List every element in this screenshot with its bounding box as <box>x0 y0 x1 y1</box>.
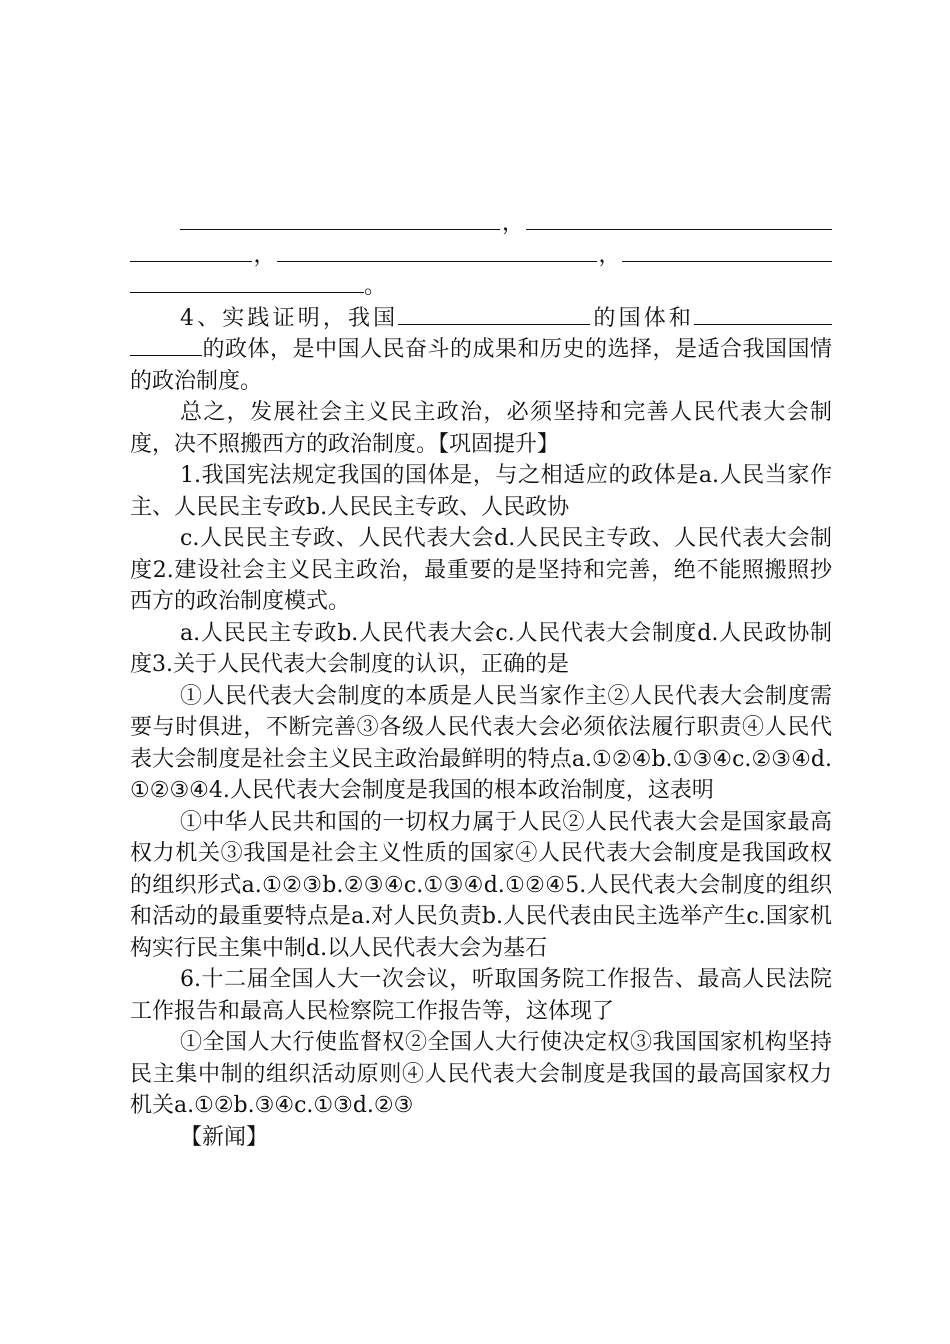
answer-blank[interactable] <box>398 304 590 325</box>
period: 。 <box>364 274 387 299</box>
answer-blank[interactable] <box>130 241 252 262</box>
comma: ， <box>500 211 526 236</box>
document-body <box>130 208 832 1153</box>
comma: ， <box>252 242 277 268</box>
comma: ， <box>597 242 622 268</box>
paragraph: 6.十二届全国人大一次会议，听取国务院工作报告、最高人民法院工作报告和最高人民检察院工作报告等，这体现了 <box>130 967 832 1024</box>
question-4 <box>130 303 832 398</box>
summary-paragraph: 总之，发展社会主义民主政治，必须坚持和完善人民代表大会制度，决不照搬西方的政治制度。【巩固提升】 <box>130 400 832 457</box>
paragraph: ①中华人民共和国的一切权力属于人民②人民代表大会是国家最高权力机关③我国是社会主义性质的国家④人民代表大会制度是我国政权的组织形式a.①②③b.②③④c.①③④d.①②④5.人民代表大会制度的组织和活动的最重要特点是a.对人民负责b.人民代表由民主选举产生c.国家机构实行民主集中制d.以人民代表大会为基石 <box>130 809 832 961</box>
answer-blank[interactable] <box>130 335 202 356</box>
news-heading: 【新闻】 <box>180 1124 269 1150</box>
paragraph: c.人民民主专政、人民代表大会d.人民民主专政、人民代表大会制度2.建设社会主义民主政治，最重要的是坚持和完善，绝不能照搬照抄西方的政治制度模式。 <box>130 526 832 614</box>
paragraph: ①人民代表大会制度的本质是人民当家作主②人民代表大会制度需要与时俱进，不断完善③各级人民代表大会必须依法履行职责④人民代表大会制度是社会主义民主政治最鲜明的特点a.①②④b.①③④c.②③④d.①②③④4.人民代表大会制度是我国的根本政治制度，这表明 <box>130 683 832 803</box>
paragraph: a.人民民主专政b.人民代表大会c.人民代表大会制度d.人民政协制度3.关于人民代表大会制度的认识，正确的是 <box>130 620 832 677</box>
answer-blank[interactable] <box>130 272 364 293</box>
fill-blank-line <box>130 208 832 303</box>
q4-mid: 的国体和 <box>590 305 694 331</box>
answer-blank[interactable] <box>622 241 832 262</box>
answer-blank[interactable] <box>694 304 832 325</box>
paragraph: 1.我国宪法规定我国的国体是，与之相适应的政体是a.人民当家作主、人民民主专政b.人民民主专政、人民政协 <box>130 463 832 520</box>
answer-blank[interactable] <box>180 209 500 230</box>
answer-blank[interactable] <box>277 241 597 262</box>
q4-suffix: 的政体，是中国人民奋斗的成果和历史的选择，是适合我国国情的政治制度。 <box>130 337 832 394</box>
paragraph: ①全国人大行使监督权②全国人大行使决定权③我国国家机构坚持民主集中制的组织活动原则④人民代表大会制度是我国的最高国家权力机关a.①②b.③④c.①③d.②③ <box>130 1030 832 1118</box>
q4-prefix: 4、实践证明，我国 <box>180 305 399 331</box>
answer-blank[interactable] <box>526 209 832 230</box>
